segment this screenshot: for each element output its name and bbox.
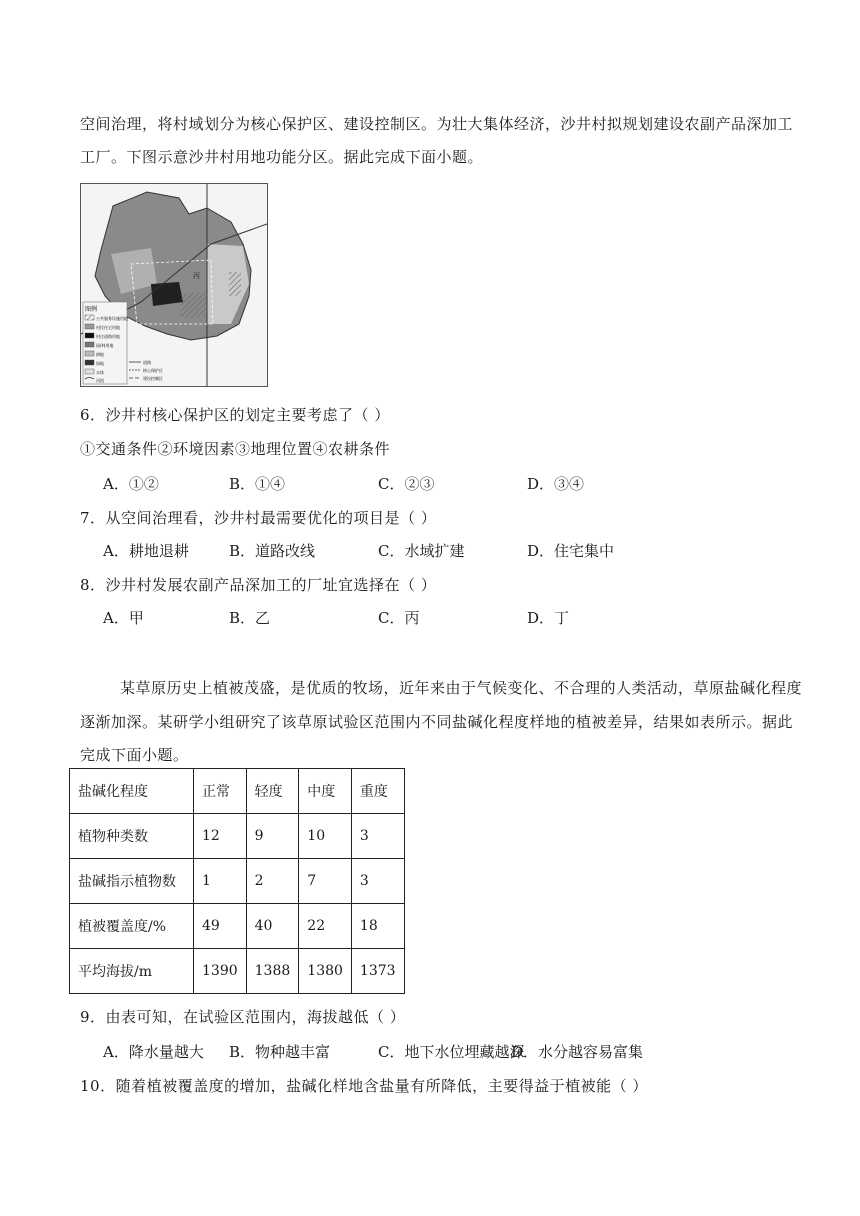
table-cell: 中度: [299, 769, 352, 814]
legend-title: 图例: [85, 306, 98, 313]
table-cell: 1373: [351, 949, 404, 994]
table-row: [70, 949, 405, 994]
legend-item-8: 河流: [96, 378, 104, 383]
table-cell: 7: [299, 859, 352, 904]
table-cell: 平均海拔/m: [70, 949, 194, 994]
legend-item-3: 村庄道路用地: [96, 334, 120, 339]
q7-option-c[interactable]: C．水域扩建: [378, 542, 465, 560]
table-cell: 9: [246, 814, 299, 859]
table-cell: 重度: [351, 769, 404, 814]
table-row: [70, 814, 405, 859]
q6-stem: 6．沙井村核心保护区的划定主要考虑了（ ）: [80, 406, 390, 424]
legend-line-control: 建设控制区: [143, 376, 163, 381]
table-cell: 盐碱指示植物数: [70, 859, 194, 904]
passage2-line-1: 某草原历史上植被茂盛，是优质的牧场，近年来由于气候变化、不合理的人类活动，草原盐碱化程度: [120, 679, 803, 697]
q8-option-a[interactable]: A．甲: [103, 609, 144, 627]
place-label-bing: 丙: [193, 272, 200, 280]
passage2-line-2: 逐渐加深。某研学小组研究了该草原试验区范围内不同盐碱化程度样地的植被差异，结果如表所示。据此: [80, 713, 794, 731]
residential-core: [151, 282, 183, 306]
q9-option-c[interactable]: C．地下水位埋藏越深: [378, 1043, 525, 1061]
q9-stem: 9．由表可知，在试验区范围内，海拔越低（ ）: [80, 1008, 406, 1026]
q8-stem: 8．沙井村发展农副产品深加工的厂址宜选择在（ ）: [80, 576, 437, 594]
table-cell: 1388: [246, 949, 299, 994]
q8-option-c[interactable]: C．丙: [378, 609, 420, 627]
table-cell: 植物种类数: [70, 814, 194, 859]
table-cell: 3: [351, 859, 404, 904]
q6-option-b[interactable]: B．①④: [229, 475, 286, 493]
legend-item-6: 绿地: [96, 361, 104, 366]
table-row: [70, 769, 405, 814]
q9-option-a[interactable]: A．降水量越大: [103, 1043, 204, 1061]
q8-option-b[interactable]: B．乙: [229, 609, 271, 627]
q10-stem: 10．随着植被覆盖度的增加，盐碱化样地含盐量有所降低，主要得益于植被能（ ）: [80, 1077, 648, 1095]
legend-item-5: 耕地: [96, 352, 104, 357]
legend-item-2: 村民住宅用地: [96, 325, 120, 330]
table-cell: 植被覆盖度/%: [70, 904, 194, 949]
intro-line-1: 空间治理，将村域划分为核心保护区、建设控制区。为壮大集体经济，沙井村拟规划建设农副产品深加工: [80, 115, 794, 133]
legend-line-road: 道路: [143, 360, 151, 365]
table-cell: 10: [299, 814, 352, 859]
q6-list: ①交通条件②环境因素③地理位置④农耕条件: [80, 440, 391, 458]
q7-option-d[interactable]: D．住宅集中: [527, 542, 615, 560]
land-use-map: [80, 183, 268, 387]
passage2-line-3: 完成下面小题。: [80, 746, 189, 764]
salinization-table: [69, 768, 405, 994]
table-cell: 1390: [194, 949, 247, 994]
q6-option-c[interactable]: C．②③: [378, 475, 435, 493]
table-cell: 12: [194, 814, 247, 859]
q8-option-d[interactable]: D．丁: [527, 609, 570, 627]
table-cell: 40: [246, 904, 299, 949]
table-cell: 盐碱化程度: [70, 769, 194, 814]
q9-option-d[interactable]: D．水分越容易富集: [511, 1043, 644, 1061]
q7-option-b[interactable]: B．道路改线: [229, 542, 316, 560]
table-cell: 正常: [194, 769, 247, 814]
residential-east: [229, 272, 241, 296]
q7-stem: 7．从空间治理看，沙井村最需要优化的项目是（ ）: [80, 509, 437, 527]
q6-option-d[interactable]: D．③④: [527, 475, 585, 493]
table-cell: 2: [246, 859, 299, 904]
table-cell: 1380: [299, 949, 352, 994]
intro-line-2: 工厂。下图示意沙井村用地功能分区。据此完成下面小题。: [80, 148, 484, 166]
table-cell: 22: [299, 904, 352, 949]
table-row: [70, 904, 405, 949]
legend-line-core: 核心保护区: [143, 368, 163, 373]
table-cell: 3: [351, 814, 404, 859]
legend-item-4: 园/林用地: [96, 343, 114, 348]
q9-option-b[interactable]: B．物种越丰富: [229, 1043, 331, 1061]
table-cell: 轻度: [246, 769, 299, 814]
land-use-map-drawing: [81, 184, 267, 386]
q7-option-a[interactable]: A．耕地退耕: [103, 542, 189, 560]
legend-item-7: 水体: [96, 370, 104, 375]
table-cell: 18: [351, 904, 404, 949]
residential-hatch: [181, 292, 207, 318]
table-cell: 49: [194, 904, 247, 949]
table-row: [70, 859, 405, 904]
q6-option-a[interactable]: A．①②: [103, 475, 159, 493]
legend-item-1: 公共服务设施用地: [96, 316, 128, 321]
table-cell: 1: [194, 859, 247, 904]
